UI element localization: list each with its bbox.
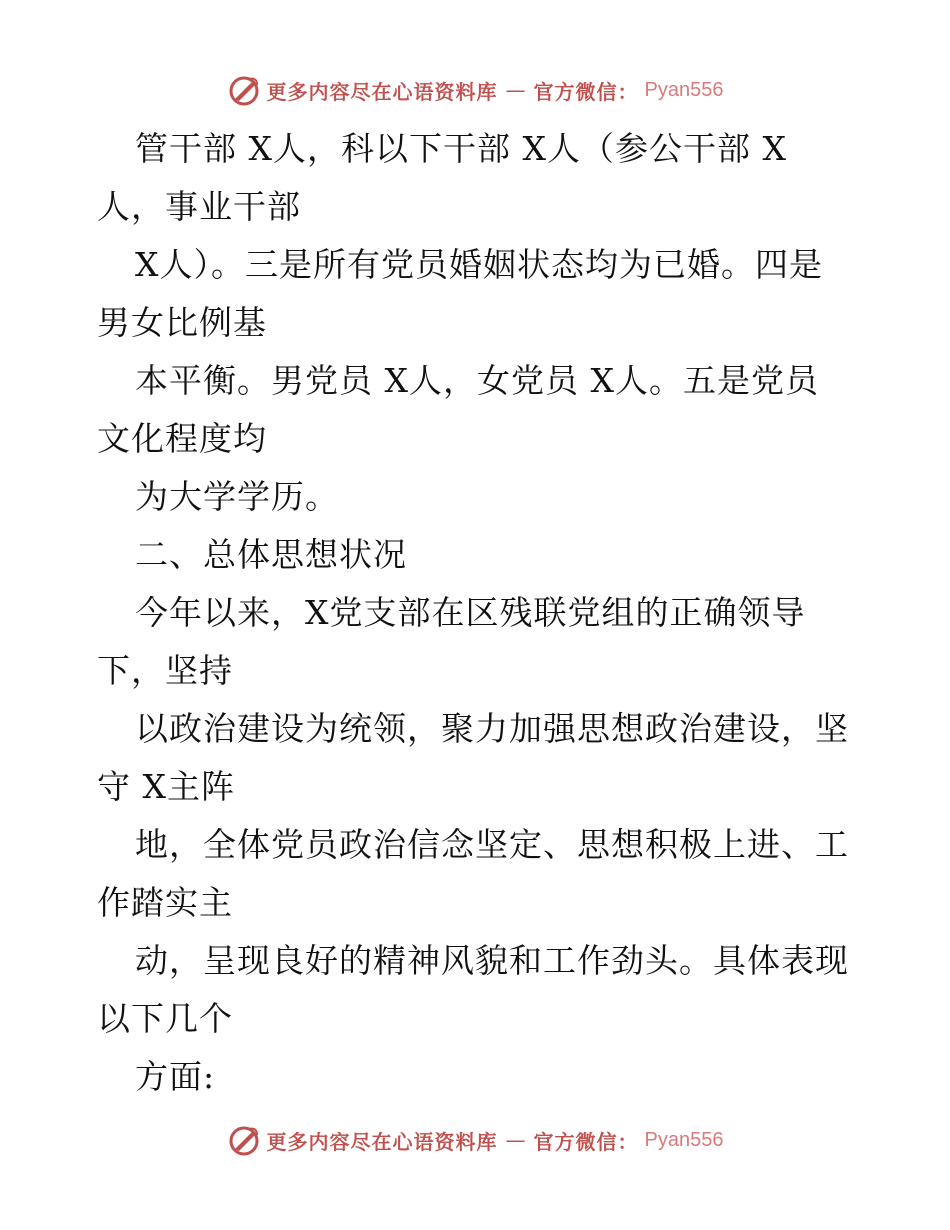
paragraph-line: 以下几个	[97, 999, 233, 1038]
paragraph-line: 作踏实主	[97, 883, 233, 922]
watermark-main-text: 更多内容尽在心语资料库	[266, 79, 498, 104]
watermark-wechat-id: Pyan556	[644, 78, 724, 101]
paragraph-line: 男女比例基	[97, 303, 267, 342]
paragraph-line: 下，坚持	[97, 651, 233, 690]
paragraph-line: 守 X主阵	[97, 767, 235, 806]
paragraph-line: 文化程度均	[97, 419, 267, 458]
watermark-wechat-id: Pyan556	[644, 1128, 724, 1151]
document-body	[97, 120, 877, 1106]
quill-logo-icon	[227, 1123, 261, 1157]
paragraph-line: 以政治建设为统领，聚力加强思想政治建设，坚	[135, 709, 849, 748]
paragraph-line: 地，全体党员政治信念坚定、思想积极上进、工	[135, 825, 849, 864]
watermark-wechat-label: 官方微信：	[533, 1129, 639, 1154]
paragraph-line: 为大学学历。	[135, 477, 339, 516]
paragraph-line: 方面:	[135, 1057, 216, 1096]
paragraph-line: 二、总体思想状况	[135, 535, 407, 574]
paragraph-line: 本平衡。男党员 X人，女党员 X人。五是党员	[135, 361, 819, 400]
watermark-separator: —	[505, 78, 526, 102]
watermark-header	[0, 70, 950, 110]
paragraph-line: 动，呈现良好的精神风貌和工作劲头。具体表现	[135, 941, 849, 980]
paragraph-line: 人，事业干部	[97, 187, 301, 226]
watermark-main-text: 更多内容尽在心语资料库	[266, 1129, 498, 1154]
watermark-footer	[0, 1120, 950, 1160]
watermark-separator: —	[505, 1128, 526, 1152]
paragraph-line: 今年以来，X党支部在区残联党组的正确领导	[135, 593, 806, 632]
paragraph-line: X人）。三是所有党员婚姻状态均为已婚。四是	[135, 245, 823, 284]
quill-logo-icon	[227, 73, 261, 107]
watermark-wechat-label: 官方微信：	[533, 79, 639, 104]
paragraph-line: 管干部 X人，科以下干部 X人（参公干部 X	[135, 129, 787, 168]
